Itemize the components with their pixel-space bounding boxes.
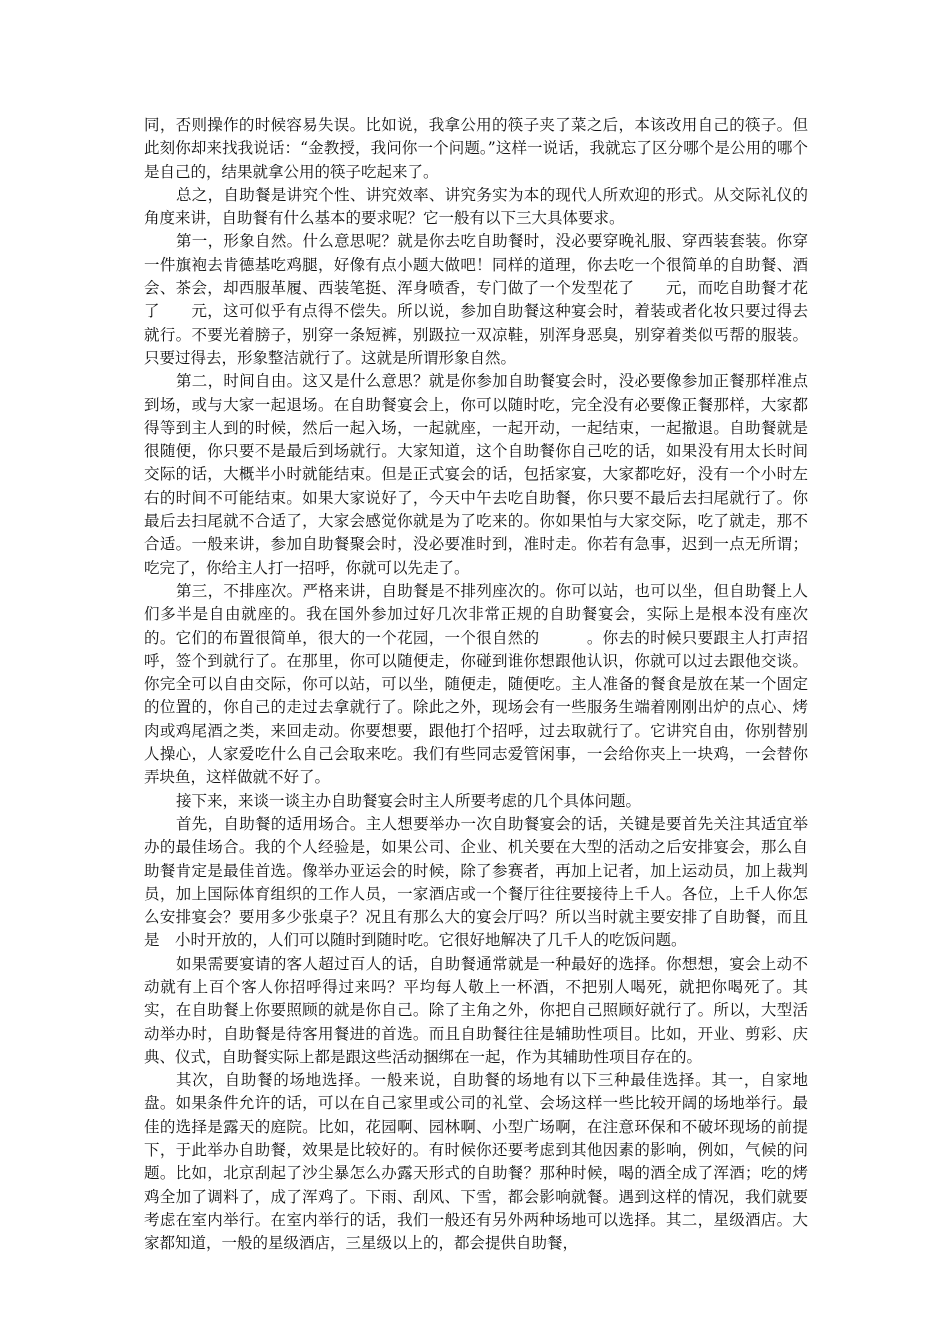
paragraph-5: 第三，不排座次。严格来讲，自助餐是不排列座次的。你可以站，也可以坐，但自助餐上人们多半是自由就座的。我在国外参加过好几次非常正规的自助餐宴会，实际上是根本没有座次的。它们的布置很简单，很大的一个花园，一个很自然的 。你去的时候只要跟主人打声招呼，签个到就行了。在那里，你可以随便走，你碰到谁你想跟他认识，你就可以过去跟他交谈。你完全可以自由交际，你可以站，可以坐，随便走，随便吃。主人准备的餐食是放在某一个固定的位置的，你自己的走过去拿就行了。除此之外，现场会有一些服务生端着刚刚出炉的点心、烤肉或鸡尾酒之类，来回走动。你要想要，跟他打个招呼，过去取就行了。它讲究自由，你别替别人操心，人家爱吃什么自己会取来吃。我们有些同志爱管闲事，一会给你夹上一块鸡，一会替你弄块鱼，这样做就不好了。 [144, 581, 808, 787]
paragraph-9: 其次，自助餐的场地选择。一般来说，自助餐的场地有以下三种最佳选择。其一，自家地盘。如果条件允许的话，可以在自己家里或公司的礼堂、会场这样一些比较开阔的场地举行。最佳的选择是露天的庭院。比如，花园啊、园林啊、小型广场啊，在注意环保和不破坏现场的前提下，于此举办自助餐，效果是比较好的。有时候你还要考虑到其他因素的影响，例如，气候的问题。比如，北京刮起了沙尘暴怎么办露天形式的自助餐？那种时候，喝的酒全成了浑酒；吃的烤鸡全加了调料了，成了浑鸡了。下雨、刮风、下雪，都会影响就餐。遇到这样的情况，我们就要考虑在室内举行。在室内举行的话，我们一般还有另外两种场地可以选择。其二，星级酒店。大家都知道，一般的星级酒店，三星级以上的，都会提供自助餐， [144, 1071, 808, 1253]
paragraph-8: 如果需要宴请的客人超过百人的话，自助餐通常就是一种最好的选择。你想想，宴会上动不动就有上百个客人你招呼得过来吗？平均每人敬上一杯酒，不把别人喝死，就把你喝死了。其实，在自助餐上你要照顾的就是你自己。除了主角之外，你把自己照顾好就行了。所以，大型活动举办时，自助餐是待客用餐进的首选。而且自助餐往往是辅助性项目。比如，开业、剪彩、庆典、仪式，自助餐实际上都是跟这些活动捆绑在一起，作为其辅助性项目存在的。 [144, 954, 808, 1066]
paragraph-6: 接下来，来谈一谈主办自助餐宴会时主人所要考虑的几个具体问题。 [176, 791, 642, 810]
paragraph-4: 第二，时间自由。这又是什么意思？就是你参加自助餐宴会时，没必要像参加正餐那样准点到场，或与大家一起退场。在自助餐宴会上，你可以随时吃，完全没有必要像正餐那样，大家都得等到主人到的时候，然后一起入场，一起就座，一起开动，一起结束，一起撤退。自助餐就是很随便，你只要不是最后到场就行。大家知道，这个自助餐你自己吃的话，如果没有用太长时间交际的话，大概半小时就能结束。但是正式宴会的话，包括家宴，大家都吃好，没有一个小时左右的时间不可能结束。如果大家说好了，今天中午去吃自助餐，你只要不最后去扫尾就行了。你最后去扫尾就不合适了，大家会感觉你就是为了吃来的。你如果怕与大家交际，吃了就走，那不合适。一般来讲，参加自助餐聚会时，没必要准时到，准时走。你若有急事，迟到一点无所谓；吃完了，你给主人打一招呼，你就可以先走了。 [144, 372, 808, 577]
paragraph-1: 同，否则操作的时候容易失误。比如说，我拿公用的筷子夹了菜之后，本该改用自己的筷子。但此刻你却来找我说话：“金教授，我问你一个问题。”这样一说话，我就忘了区分哪个是公用的哪个是自己的，结果就拿公用的筷子吃起来了。 [144, 116, 808, 181]
paragraph-7: 首先，自助餐的适用场合。主人想要举办一次自助餐宴会的话，关键是要首先关注其适宜举办的最佳场合。我的个人经验是，如果公司、企业、机关要在大型的活动之后安排宴会，那么自助餐肯定是最佳首选。像举办亚运会的时候，除了参赛者，再加上记者，加上运动员，加上裁判员，加上国际体育组织的工作人员，一家酒店或一个餐厅往往要接待上千人。各位，上千人你怎么安排宴会？要用多少张桌子？况且有那么大的宴会厅吗？所以当时就主要安排了自助餐，而且是 小时开放的，人们可以随时到随时吃。它很好地解决了几千人的吃饭问题。 [144, 814, 808, 950]
paragraph-3: 第一，形象自然。什么意思呢？就是你去吃自助餐时，没必要穿晚礼服、穿西装套装。你穿一件旗袍去肯德基吃鸡腿，好像有点小题大做吧！同样的道理，你去吃一个很简单的自助餐、酒会、茶会，却西服革履、西装笔挺、浑身喷香，专门做了一个发型花了 元，而吃自助餐才花了 元，这可似乎有点得不偿失。所以说，参加自助餐这种宴会时，着装或者化妆只要过得去就行。不要光着膀子，别穿一条短裤，别趿拉一双凉鞋，别浑身恶臭，别穿着类似丐帮的服装。只要过得去，形象整洁就行了。这就是所谓形象自然。 [144, 232, 808, 367]
document-body [144, 114, 808, 1256]
paragraph-2: 总之，自助餐是讲究个性、讲究效率、讲究务实为本的现代人所欢迎的形式。从交际礼仪的角度来讲，自助餐有什么基本的要求呢？它一般有以下三大具体要求。 [144, 185, 808, 228]
